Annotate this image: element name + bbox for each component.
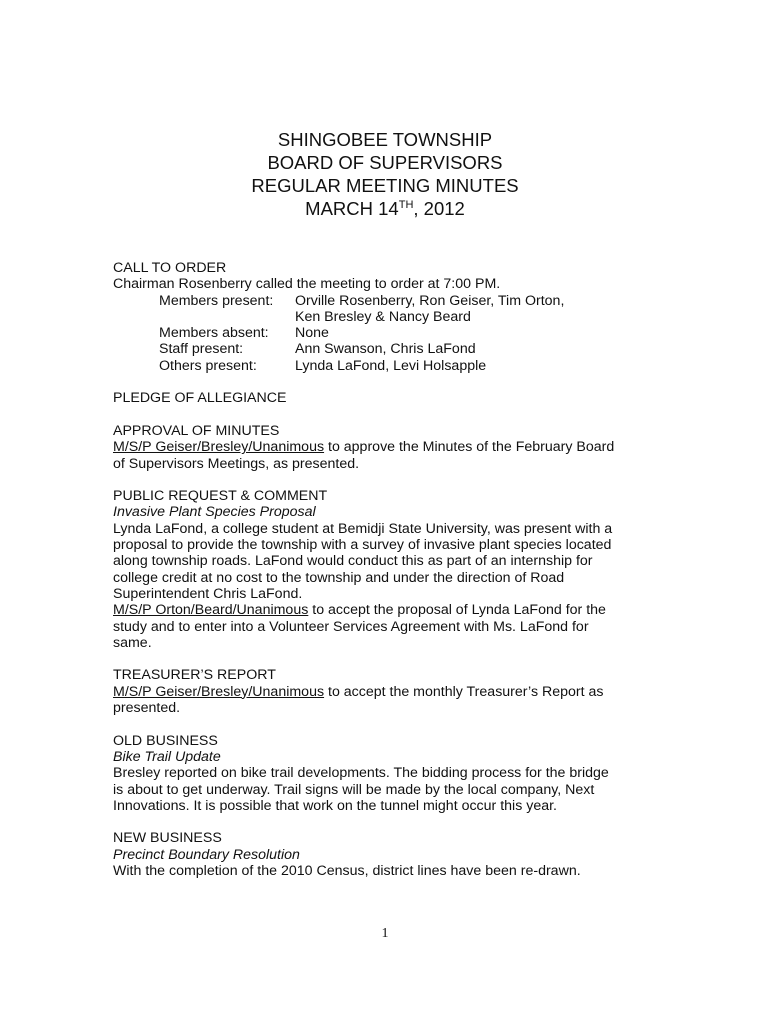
- section-old-business: [113, 733, 673, 814]
- motion-paragraph-cont: study and to enter into a Volunteer Services Agreement with Ms. LaFond for: [113, 618, 589, 635]
- motion-body: to accept the monthly Treasurer’s Report as: [324, 683, 604, 700]
- motion-paragraph-cont: same.: [113, 634, 152, 651]
- motion-body: to approve the Minutes of the February Board: [324, 439, 615, 456]
- motion-body: to accept the proposal of Lynda LaFond for the: [308, 602, 606, 619]
- title-line-2: BOARD OF SUPERVISORS: [267, 152, 503, 173]
- section-pledge: [113, 390, 673, 406]
- body-line: Lynda LaFond, a college student at Bemidji State University, was present with a: [113, 520, 613, 537]
- section-subheading: Invasive Plant Species Proposal: [113, 504, 316, 521]
- others-present-label: Others present:: [159, 357, 257, 374]
- date-superscript: TH: [398, 198, 414, 211]
- section-heading: PLEDGE OF ALLEGIANCE: [113, 390, 287, 407]
- section-heading: NEW BUSINESS: [113, 830, 222, 847]
- attendance-list: [159, 293, 673, 374]
- section-call-to-order: [113, 260, 673, 374]
- date-text: MARCH 14: [305, 198, 399, 219]
- document-title: [0, 128, 770, 220]
- section-treasurer-report: [113, 667, 673, 716]
- motion-paragraph: [113, 439, 673, 455]
- motion-text: M/S/P Geiser/Bresley/Unanimous: [113, 439, 325, 456]
- others-present-value: Lynda LaFond, Levi Holsapple: [295, 357, 487, 374]
- body-line: Innovations. It is possible that work on the tunnel might occur this year.: [113, 797, 557, 814]
- title-line-3: REGULAR MEETING MINUTES: [251, 175, 519, 196]
- body-line: college credit at no cost to the township and under the direction of Road: [113, 569, 565, 586]
- title-line-1: SHINGOBEE TOWNSHIP: [277, 129, 493, 150]
- motion-paragraph-cont: of Supervisors Meetings, as presented.: [113, 455, 360, 472]
- members-absent-label: Members absent:: [159, 325, 269, 342]
- motion-paragraph-cont: presented.: [113, 700, 181, 717]
- motion-paragraph: [113, 684, 673, 700]
- staff-present-label: Staff present:: [159, 341, 244, 358]
- members-present-value-cont: Ken Bresley & Nancy Beard: [295, 308, 471, 325]
- body-line: along township roads. LaFond would conduct this as part of an internship for: [113, 553, 593, 570]
- section-heading: CALL TO ORDER: [113, 260, 227, 276]
- section-heading: TREASURER’S REPORT: [113, 667, 276, 684]
- motion-text: M/S/P Geiser/Bresley/Unanimous: [113, 683, 325, 700]
- section-new-business: [113, 830, 673, 879]
- motion-paragraph: [113, 602, 673, 618]
- body-line: Bresley reported on bike trail developments. The bidding process for the bridge: [113, 765, 609, 782]
- body-line: Superintendent Chris LaFond.: [113, 585, 303, 602]
- date-year: , 2012: [413, 198, 465, 219]
- section-subheading: Bike Trail Update: [113, 748, 221, 765]
- members-absent-value: None: [295, 325, 329, 342]
- section-approval-of-minutes: [113, 423, 673, 472]
- section-heading: OLD BUSINESS: [113, 732, 218, 749]
- section-subheading: Precinct Boundary Resolution: [113, 846, 300, 863]
- call-to-order-text: Chairman Rosenberry called the meeting to order at 7:00 PM.: [113, 276, 501, 293]
- members-present-label: Members present:: [159, 292, 274, 309]
- body-line: proposal to provide the township with a survey of invasive plant species located: [113, 537, 612, 554]
- page-number: 1: [381, 926, 389, 941]
- motion-text: M/S/P Orton/Beard/Unanimous: [113, 602, 309, 619]
- body-line: With the completion of the 2010 Census, district lines have been re-drawn.: [113, 862, 581, 879]
- members-present-value: Orville Rosenberry, Ron Geiser, Tim Orton,: [295, 292, 565, 309]
- section-heading: PUBLIC REQUEST & COMMENT: [113, 488, 328, 505]
- body-line: is about to get underway. Trail signs will be made by the local company, Next: [113, 781, 595, 798]
- title-date: [0, 197, 770, 220]
- staff-present-value: Ann Swanson, Chris LaFond: [295, 341, 476, 358]
- minutes-body: [113, 260, 673, 896]
- section-heading: APPROVAL OF MINUTES: [113, 422, 280, 439]
- section-public-request: [113, 488, 673, 651]
